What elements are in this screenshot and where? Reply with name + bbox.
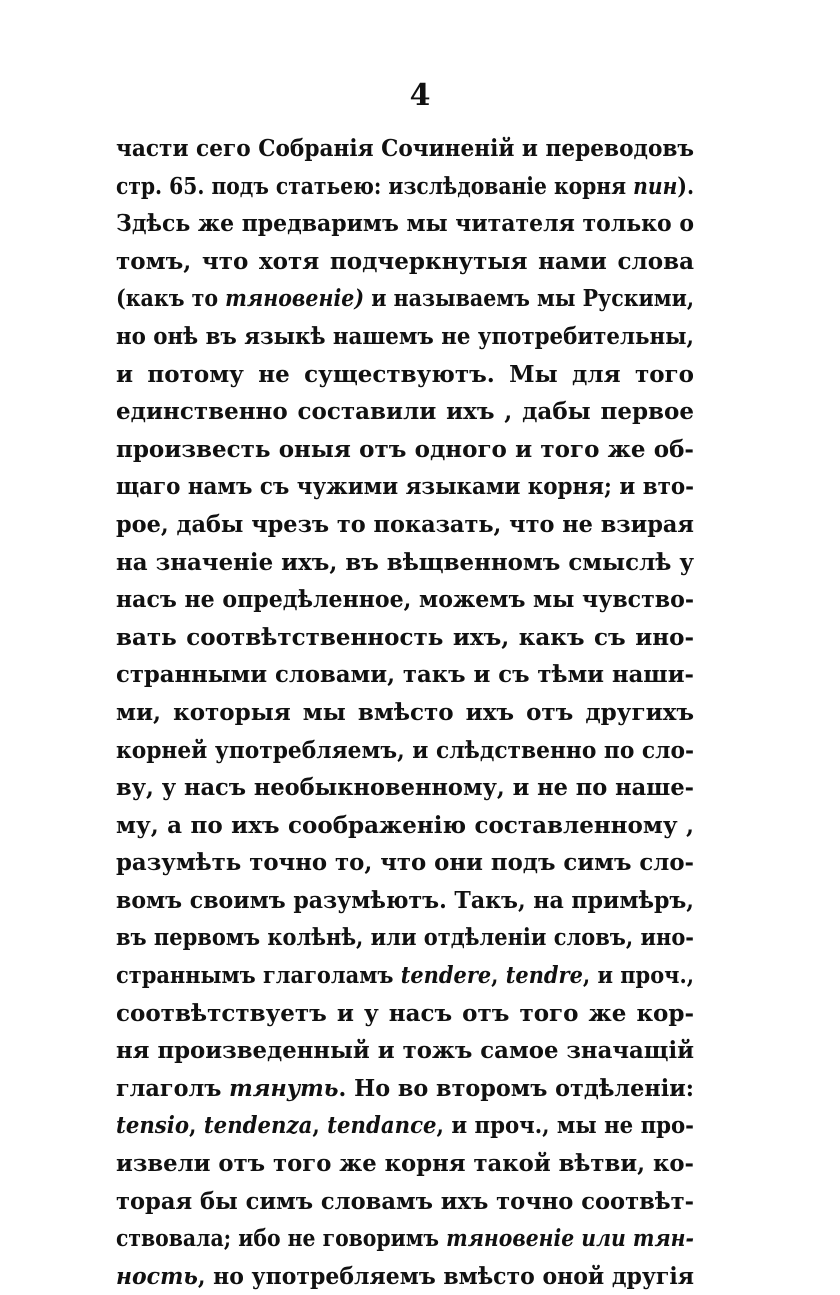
text-segment: ву, у насъ необыкновенному, и не по наше- — [116, 774, 695, 802]
text-line — [116, 1220, 694, 1258]
text-segment: и называемъ мы Рускими, — [364, 285, 695, 313]
text-line — [116, 318, 694, 356]
text-segment: ня произведенный и тожъ самое значащій — [116, 1037, 695, 1065]
italic-segment: пин — [633, 172, 678, 200]
text-segment: въ первомъ колѣнѣ, или отдѣленіи словъ, ино- — [116, 924, 695, 952]
text-line — [116, 1032, 694, 1070]
text-line — [116, 280, 694, 318]
text-line — [116, 1258, 694, 1295]
text-segment: . Но во второмъ отдѣленіи: — [338, 1074, 695, 1102]
text-segment: на значеніе ихъ, въ вѣщвенномъ смыслѣ у — [116, 548, 694, 576]
text-line — [116, 356, 694, 394]
text-segment: торая бы симъ словамъ ихъ точно соотвѣт- — [116, 1187, 695, 1215]
text-segment: стр. 65. подъ статьею: изслѣдованіе корня — [116, 172, 634, 200]
text-line — [116, 732, 694, 770]
text-segment: , — [189, 1112, 204, 1140]
text-line — [116, 205, 694, 243]
italic-segment: tendere — [400, 962, 492, 990]
text-segment: разумѣть точно то, что они подъ симъ сло- — [116, 849, 695, 877]
text-line — [116, 807, 694, 845]
text-segment: му, а по ихъ соображенію составленному , — [116, 811, 695, 839]
text-line — [116, 995, 694, 1033]
text-segment: и потому не существуютъ. Мы для того — [116, 360, 694, 388]
text-segment: ми, которыя мы вмѣсто ихъ отъ другихъ — [116, 698, 694, 726]
text-segment: ). — [677, 172, 694, 200]
text-segment: , — [491, 962, 506, 990]
text-segment: части сего Собранія Сочиненій и переводовъ — [116, 135, 695, 162]
italic-segment: тяновеніе) — [225, 285, 365, 313]
text-segment: корней употребляемъ, и слѣдственно по сло- — [116, 736, 695, 764]
text-line — [116, 619, 694, 657]
text-segment: страннымъ глаголамъ — [116, 962, 401, 990]
text-line — [116, 957, 694, 995]
text-segment: рое, дабы чрезъ то показать, что не взирая — [116, 510, 694, 538]
text-segment: вать соотвѣтственность ихъ, какъ съ ино- — [116, 623, 694, 651]
italic-segment: tendance — [327, 1112, 437, 1140]
text-segment: (какъ то — [116, 285, 226, 313]
text-line — [116, 1107, 694, 1145]
text-line — [116, 882, 694, 920]
text-line — [116, 919, 694, 957]
text-segment: единственно составили ихъ , дабы первое — [116, 398, 694, 426]
text-line — [116, 506, 694, 544]
text-line — [116, 1145, 694, 1183]
text-line — [116, 581, 694, 619]
text-segment: , и проч., — [582, 962, 695, 990]
text-segment: , и проч., мы не про- — [436, 1112, 695, 1140]
text-line — [116, 393, 694, 431]
text-segment: , но употребляемъ вмѣсто оной другія — [197, 1262, 694, 1290]
text-line — [116, 243, 694, 281]
text-segment: соотвѣтствуетъ и у насъ отъ того же кор- — [116, 999, 695, 1027]
text-line — [116, 694, 694, 732]
text-segment: вомъ своимъ разумѣютъ. Такъ, на примѣръ, — [116, 886, 694, 914]
text-segment: ствовала; ибо не говоримъ — [116, 1225, 447, 1253]
italic-segment: ность — [116, 1262, 198, 1290]
italic-segment: tendenza — [203, 1112, 313, 1140]
text-line — [116, 168, 694, 206]
text-line — [116, 1070, 694, 1108]
text-line — [116, 656, 694, 694]
italic-segment: тяновеніе или тян- — [446, 1225, 694, 1253]
text-line — [116, 431, 694, 469]
text-segment: глаголъ — [116, 1074, 230, 1102]
text-line — [116, 130, 694, 168]
text-segment: Здѣсь же предваримъ мы читателя только о — [116, 210, 694, 238]
text-segment: томъ, что хотя подчеркнутыя нами слова — [116, 247, 694, 275]
italic-segment: тянуть — [229, 1074, 339, 1102]
text-line — [116, 1183, 694, 1221]
text-segment: извели отъ того же корня такой вѣтви, ко- — [116, 1150, 694, 1178]
body-text — [116, 130, 694, 1295]
text-segment: произвесть оныя отъ одного и того же об- — [116, 435, 694, 463]
italic-segment: tensio — [116, 1112, 190, 1140]
text-line — [116, 844, 694, 882]
text-segment: , — [312, 1112, 328, 1140]
text-segment: странными словами, такъ и съ тѣми наши- — [116, 661, 694, 689]
italic-segment: tendre — [505, 962, 583, 990]
page-number: 4 — [409, 78, 431, 113]
text-segment: щаго намъ съ чужими языками корня; и вто- — [116, 473, 694, 501]
text-line — [116, 544, 694, 582]
text-line — [116, 468, 694, 506]
text-line — [116, 769, 694, 807]
text-segment: но онѣ въ языкѣ нашемъ не употребительны, — [116, 322, 694, 350]
text-segment: насъ не опредѣленное, можемъ мы чувство- — [116, 586, 695, 614]
